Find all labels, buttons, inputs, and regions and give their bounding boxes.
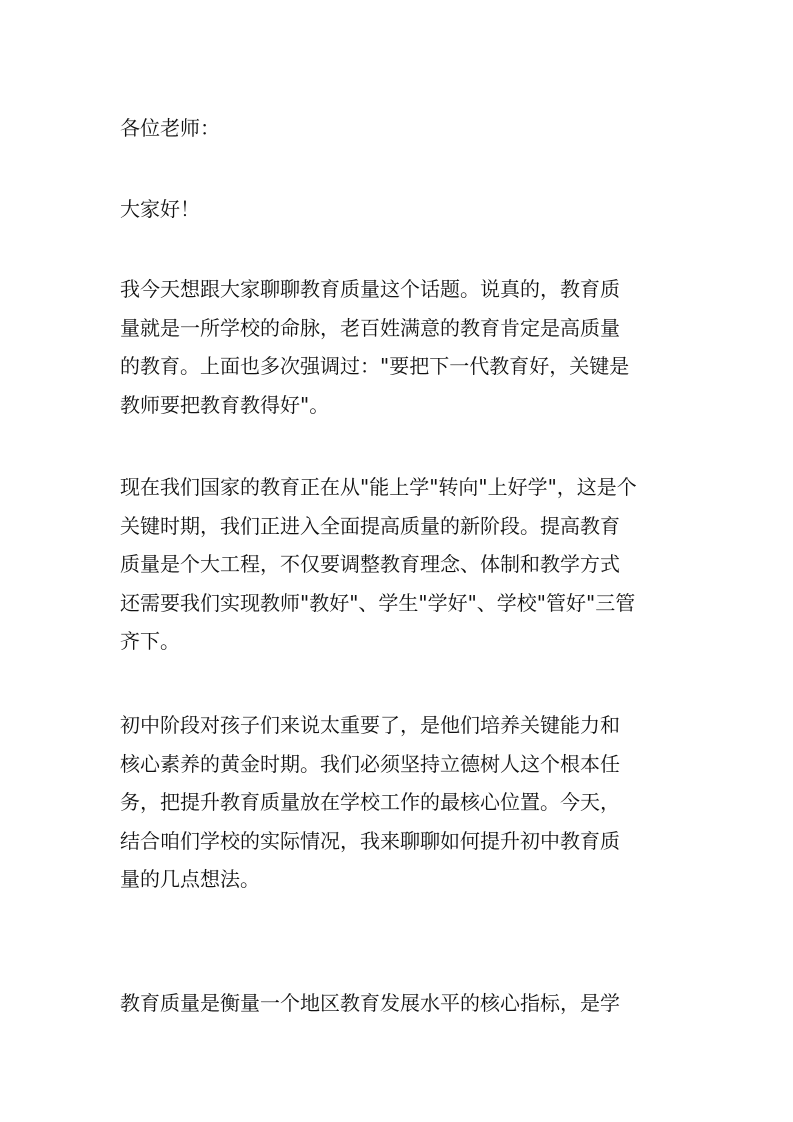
- paragraph-line: 初中阶段对孩子们来说太重要了，是他们培养关键能力和: [120, 713, 620, 737]
- salutation-text: 各位老师：: [120, 116, 220, 140]
- greeting-text: 大家好！: [120, 197, 200, 221]
- paragraph-line: 齐下。: [120, 629, 180, 653]
- paragraph-line: 我今天想跟大家聊聊教育质量这个话题。说真的，教育质: [120, 277, 620, 301]
- paragraph-line: 量就是一所学校的命脉，老百姓满意的教育肯定是高质量: [120, 315, 620, 340]
- paragraph-4: [120, 984, 700, 1023]
- paragraph-line: 关键时期，我们正进入全面提高质量的新阶段。提高教育: [120, 513, 620, 538]
- greeting: [120, 190, 700, 229]
- paragraph-line: 量的几点想法。: [120, 867, 260, 891]
- salutation: [120, 109, 700, 148]
- paragraph-line: 现在我们国家的教育正在从"能上学"转向"上好学"，这是个: [120, 475, 637, 499]
- paragraph-line: 核心素养的黄金时期。我们必须坚持立德树人这个根本任: [120, 751, 620, 776]
- paragraph-line: 务，把提升教育质量放在学校工作的最核心位置。今天，: [120, 790, 620, 814]
- paragraph-line: 还需要我们实现教师"教好"、学生"学好"、学校"管好"三管: [120, 590, 636, 615]
- paragraph-line: 的教育。上面也多次强调过："要把下一代教育好，关键是: [120, 354, 630, 378]
- paragraph-line: 教育质量是衡量一个地区教育发展水平的核心指标，是学: [120, 991, 620, 1015]
- paragraph-2: [120, 468, 700, 661]
- paragraph-line: 结合咱们学校的实际情况，我来聊聊如何提升初中教育质: [120, 828, 620, 853]
- paragraph-line: 质量是个大工程，不仅要调整教育理念、体制和教学方式: [120, 552, 620, 576]
- paragraph-line: 教师要把教育教得好"。: [120, 392, 330, 417]
- paragraph-3: [120, 706, 700, 899]
- paragraph-1: [120, 270, 700, 424]
